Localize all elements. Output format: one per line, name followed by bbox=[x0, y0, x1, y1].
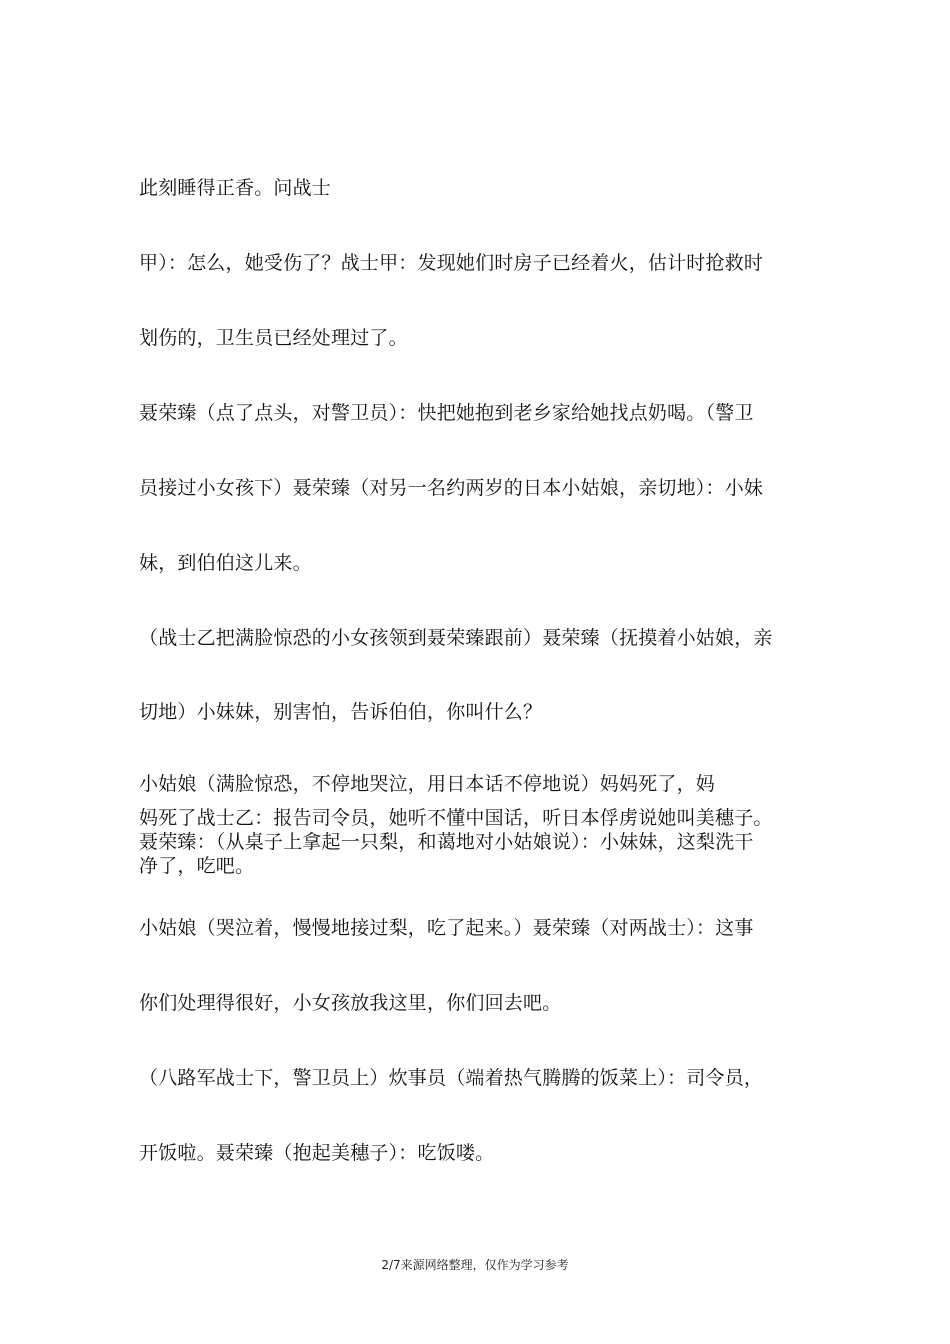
text-line-12: 净了，吃吧。 bbox=[139, 855, 255, 877]
text-line-5: 员接过小女孩下）聂荣臻（对另一名约两岁的日本小姑娘，亲切地）：小妹 bbox=[139, 477, 764, 499]
text-line-16: 开饭啦。聂荣臻（抱起美穗子）：吃饭喽。 bbox=[139, 1142, 495, 1164]
text-line-4: 聂荣臻（点了点头，对警卫员）：快把她抱到老乡家给她找点奶喝。（警卫 bbox=[139, 402, 754, 424]
text-line-15: （八路军战士下，警卫员上）炊事员（端着热气腾腾的饭菜上）：司令员， bbox=[139, 1067, 764, 1089]
text-line-9: 小姑娘（满脸惊恐，不停地哭泣，用日本话不停地说）妈妈死了，妈 bbox=[139, 773, 716, 795]
text-line-6: 妹，到伯伯这儿来。 bbox=[139, 552, 312, 574]
text-line-11: 聂荣臻：（从桌子上拿起一只梨，和蔼地对小姑娘说）：小妹妹，这梨洗干 bbox=[139, 831, 754, 853]
text-line-13: 小姑娘（哭泣着，慢慢地接过梨，吃了起来。）聂荣臻（对两战士）：这事 bbox=[139, 917, 754, 939]
text-line-2: 甲）：怎么，她受伤了？战士甲：发现她们时房子已经着火，估计时抢救时 bbox=[139, 252, 764, 274]
text-line-7: （战士乙把满脸惊恐的小女孩领到聂荣臻跟前）聂荣臻（抚摸着小姑娘，亲 bbox=[139, 627, 773, 649]
text-line-1: 此刻睡得正香。问战士 bbox=[139, 177, 332, 199]
page-footer: 2/7来源网络整理，仅作为学习参考 bbox=[381, 1258, 569, 1272]
text-line-14: 你们处理得很好，小女孩放我这里，你们回去吧。 bbox=[139, 992, 562, 1014]
text-line-10: 妈死了战士乙：报告司令员，她听不懂中国话，听日本俘虏说她叫美穗子。 bbox=[139, 807, 773, 829]
text-line-8: 切地）小妹妹，别害怕，告诉伯伯，你叫什么？ bbox=[139, 701, 543, 723]
text-line-3: 划伤的，卫生员已经处理过了。 bbox=[139, 327, 408, 349]
